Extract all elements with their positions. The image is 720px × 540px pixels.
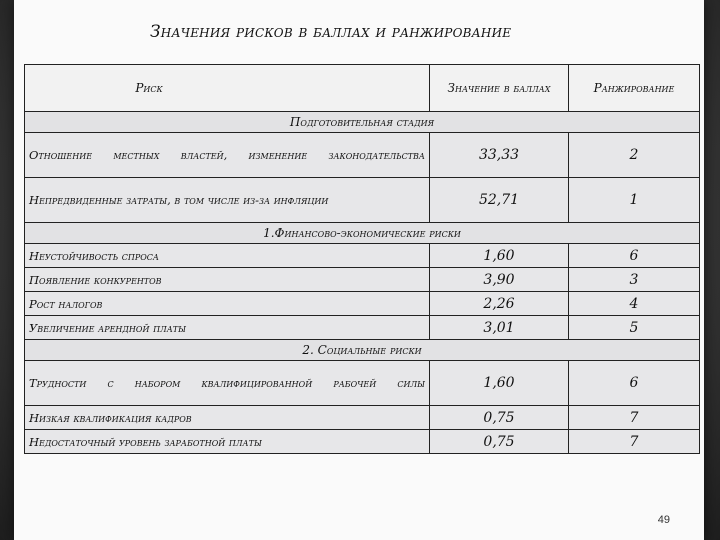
section-row [25, 340, 700, 361]
risk-cell: Неустойчивость спроса [25, 244, 430, 268]
table-row [25, 244, 700, 268]
value-cell: 3,90 [430, 268, 569, 292]
table-row [25, 406, 700, 430]
risk-cell: Недостаточный уровень заработной платы [25, 430, 430, 454]
page-number: 49 [657, 514, 670, 526]
risk-cell: Увеличение арендной платы [25, 316, 430, 340]
risk-text: Отношение местных властей, изменение законодательства [29, 148, 425, 162]
value-cell: 33,33 [430, 133, 569, 178]
risk-cell [25, 361, 430, 406]
slide [14, 0, 704, 540]
table-row [25, 133, 700, 178]
risk-table [24, 64, 700, 454]
section-row [25, 112, 700, 133]
table-header-row [25, 65, 700, 112]
section-label: 1.Финансово-экономические риски [25, 223, 700, 244]
header-risk: Риск [25, 65, 430, 112]
table-row [25, 292, 700, 316]
rank-cell: 6 [569, 361, 700, 406]
value-cell: 2,26 [430, 292, 569, 316]
value-cell: 3,01 [430, 316, 569, 340]
value-cell: 1,60 [430, 244, 569, 268]
header-rank: Ранжирование [569, 65, 700, 112]
table-row [25, 316, 700, 340]
section-label: Подготовительная стадия [25, 112, 700, 133]
section-label: 2. Социальные риски [25, 340, 700, 361]
rank-cell: 7 [569, 430, 700, 454]
rank-cell: 1 [569, 178, 700, 223]
rank-cell: 2 [569, 133, 700, 178]
risk-cell: Рост налогов [25, 292, 430, 316]
rank-cell: 4 [569, 292, 700, 316]
table-row [25, 178, 700, 223]
risk-text: Трудности с набором квалифицированной рабочей силы [29, 376, 425, 390]
risk-cell: Непредвиденные затраты, в том числе из-за инфляции [25, 178, 430, 223]
table-row [25, 268, 700, 292]
table-row [25, 361, 700, 406]
section-row [25, 223, 700, 244]
value-cell: 52,71 [430, 178, 569, 223]
risk-cell: Низкая квалификация кадров [25, 406, 430, 430]
value-cell: 1,60 [430, 361, 569, 406]
rank-cell: 5 [569, 316, 700, 340]
slide-title: Значения рисков в баллах и ранжирование [150, 22, 512, 42]
rank-cell: 7 [569, 406, 700, 430]
table-row [25, 430, 700, 454]
risk-cell [25, 133, 430, 178]
risk-cell: Появление конкурентов [25, 268, 430, 292]
value-cell: 0,75 [430, 406, 569, 430]
rank-cell: 3 [569, 268, 700, 292]
value-cell: 0,75 [430, 430, 569, 454]
rank-cell: 6 [569, 244, 700, 268]
header-value: Значение в баллах [430, 65, 569, 112]
